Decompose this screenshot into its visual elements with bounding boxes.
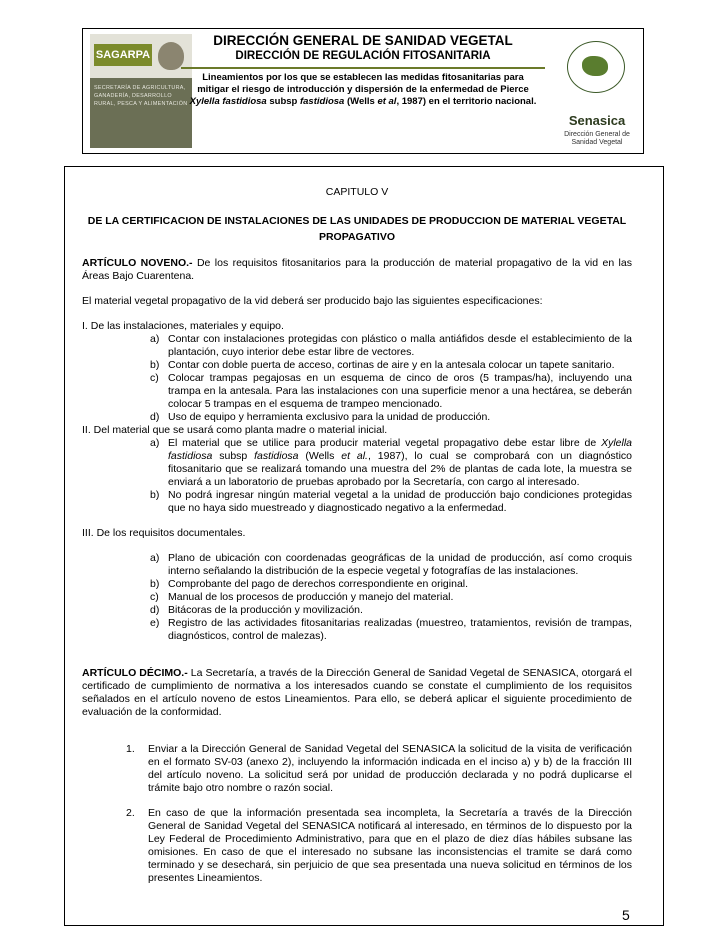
list-item: c) Manual de los procesos de producción y manejo del material. [150, 591, 454, 603]
article-9: ARTÍCULO NOVENO.- De los requisitos fitosanitarios para la producción de material propagativo de la vid en las Áreas Bajo Cuarentena. [82, 257, 632, 282]
header-line-1: Lineamientos por los que se establecen las medidas fitosanitarias para [202, 72, 524, 83]
senasica-seal-icon [567, 41, 625, 93]
secretaria-text: SECRETARÍA DE AGRICULTURA, GANADERÍA, DESARROLLO RURAL, PESCA Y ALIMENTACIÓN [94, 85, 188, 107]
section-2-heading: II. Del material que se usará como planta madre o material inicial. [82, 424, 388, 436]
page-header [82, 28, 644, 154]
list-item: b) Contar con doble puerta de acceso, cortinas de aire y en la antesala colocar un tapete sanitario. [150, 359, 615, 371]
list-item: 1. Enviar a la Dirección General de Sanidad Vegetal del SENASICA la solicitud de la visita de verificación en el formato SV-03 (anexo 2), incluyendo la información indicada en el inciso a) y b) de la fracción III del artículo noveno. La solicitud será por unidad de producción declarada y no podrá duplicarse el trámite bajo otro nombre o razón social. [126, 743, 632, 794]
senasica-subtitle: Dirección General de Sanidad Vegetal [564, 131, 630, 146]
header-title: DIRECCIÓN GENERAL DE SANIDAD VEGETAL [213, 33, 513, 48]
list-item: a) El material que se utilice para producir material vegetal propagativo debe estar libre de Xylella fastidiosa subsp fastidiosa (Wells et al., 1987), lo cual se comprobará con un diagnóstico fitosanitario que se realizará tomando una muestra del 2% de plantas de cada lote, la muestra se enviará a un laboratorio de pruebas aprobado por la Secretaría, con cargo al interesado. [150, 437, 633, 488]
document-body [82, 186, 632, 885]
page-number: 5 [622, 907, 630, 923]
header-line-2: mitigar el riesgo de introducción y dispersión de la enfermedad de Pierce [197, 84, 529, 95]
chapter-title: DE LA CERTIFICACION DE INSTALACIONES DE LAS UNIDADES DE PRODUCCION DE MATERIAL VEGETAL PROPAGATIVO [87, 215, 627, 243]
section-1-heading: I. De las instalaciones, materiales y equipo. [82, 320, 284, 332]
list-item: b) No podrá ingresar ningún material vegetal a la unidad de producción bajo condiciones protegidas que no haya sido muestreado y diagnosticado negativo a la enfermedad. [150, 489, 632, 514]
list-item: d) Bitácoras de la producción y movilización. [150, 604, 363, 616]
list-item: d) Uso de equipo y herramienta exclusivo para la unidad de producción. [150, 411, 491, 423]
header-rule [181, 67, 545, 69]
list-item: a) Contar con instalaciones protegidas con plástico o malla antiáfidos desde el establecimiento de la plantación, cuyo interior debe estar libre de vectores. [150, 333, 632, 358]
header-line-3: Xylella fastidiosa subsp fastidiosa (Wells et al, 1987) en el territorio nacional. [189, 96, 537, 107]
header-subtitle: DIRECCIÓN DE REGULACIÓN FITOSANITARIA [235, 50, 491, 62]
list-item: e) Registro de las actividades fitosanitarias realizadas (muestreo, tratamientos, revisión de trampas, diagnósticos, control de malezas). [150, 617, 632, 642]
list-item: c) Colocar trampas pegajosas en un esquema de cinco de oros (5 trampas/ha), incluyendo una trampa en la antesala. Para las instalaciones con una superficie menor a una hectárea, se deberán colocar 5 trampas en el esquema de trampeo mencionado. [150, 372, 632, 410]
header-titles [181, 29, 545, 108]
senasica-logo [553, 37, 641, 149]
article-10: ARTÍCULO DÉCIMO.- La Secretaría, a través de la Dirección General de Sanidad Vegetal de SENASICA, otorgará el certificado de cumplimiento de normativa a los interesados cuando se constate el cumplimiento de los requisitos señalados en el artículo noveno de estos Lineamientos. Para ello, se deberá aplicar el siguiente procedimiento de evaluación de la conformidad. [82, 667, 632, 718]
section-3-heading: III. De los requisitos documentales. [82, 527, 246, 539]
sagarpa-logo [90, 34, 192, 148]
list-item: a) Plano de ubicación con coordenadas geográficas de la unidad de producción, así como croquis interno señalando la distribución de la especie vegetal y fotografías de las instalaciones. [150, 552, 632, 577]
material-paragraph: El material vegetal propagativo de la vid deberá ser producido bajo las siguientes especificaciones: [82, 295, 543, 307]
list-item: 2. En caso de que la información presentada sea incompleta, la Secretaría a través de la Dirección General de Sanidad Vegetal del SENASICA notificará al interesado, en términos de lo dispuesto por la Ley Federal de Procedimiento Administrativo, para que en el plazo de diez días hábiles subsane las omisiones. En caso de que el interesado no subsane las inconsistencias el tramite se dará como terminado y se desechará, sin perjuicio de que sea presentada una nueva solicitud en términos de los presentes Lineamientos. [126, 807, 632, 884]
senasica-name: Senasica [568, 113, 626, 128]
sagarpa-wordmark: SAGARPA [94, 44, 152, 66]
list-item: b) Comprobante del pago de derechos correspondiente en original. [150, 578, 469, 590]
chapter-heading: CAPITULO V [325, 186, 389, 198]
